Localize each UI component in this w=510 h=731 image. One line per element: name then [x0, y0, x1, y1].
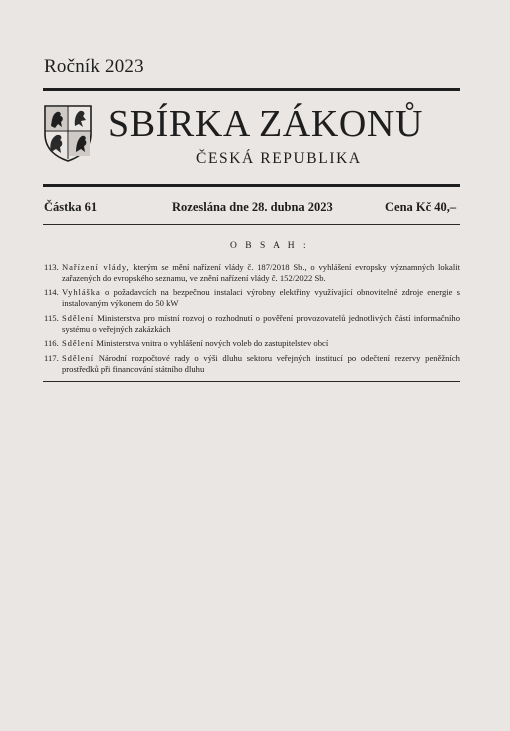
entry-description: Národní rozpočtové rady o výši dluhu sektoru veřejných institucí po odečtení rezervy peněžních prostředků při financování státního dluhu — [62, 352, 460, 374]
contents-bottom-rule — [43, 381, 460, 382]
entry-number: 114. — [44, 287, 59, 298]
entry-description: o požadavcích na bezpečnou instalaci výrobny elektřiny využívající obnovitelné zdroje energie s instalovaným výkonem do 50 kW — [62, 287, 461, 309]
entry-text — [62, 262, 460, 283]
contents-entry — [44, 353, 460, 374]
entry-number: 116. — [44, 338, 59, 349]
entry-description: Ministerstva pro místní rozvoj o rozhodnutí o pověření provozovatelů jednotlivých částí informačního systému o veřejných zakázkách — [62, 312, 460, 334]
entry-text — [62, 353, 460, 374]
entry-text — [62, 313, 460, 334]
header-bottom-rule — [43, 184, 460, 187]
top-rule — [43, 88, 460, 91]
gazette-title: SBÍRKA ZÁKONŮ — [108, 103, 423, 145]
issue-price: Cena Kč 40,– — [385, 200, 457, 214]
entry-type: Sdělení — [62, 338, 95, 349]
entry-description: Ministerstva vnitra o vyhlášení nových voleb do zastupitelstev obcí — [96, 338, 329, 349]
entry-type: Nařízení vlády, — [62, 262, 130, 272]
gazette-subtitle: ČESKÁ REPUBLIKA — [196, 150, 362, 167]
contents-entry — [44, 287, 460, 308]
entry-number: 117. — [44, 352, 59, 363]
entry-number: 115. — [44, 312, 59, 323]
entry-text — [62, 338, 460, 349]
entry-description: kterým se mění nařízení vlády č. 187/2018 Sb., o vyhlášení evropsky významných lokalit zařazených do evropského seznamu, ve znění nařízení vlády č. 152/2022 Sb. — [62, 262, 461, 283]
volume-year: Ročník 2023 — [44, 56, 144, 77]
contents-entry — [44, 338, 460, 349]
entry-type: Sdělení — [62, 352, 95, 363]
entry-type: Vyhláška — [62, 287, 101, 298]
contents-heading: O B S A H : — [230, 241, 309, 251]
entry-number: 113. — [44, 262, 59, 272]
entry-type: Sdělení — [62, 312, 95, 323]
issue-number: Částka 61 — [44, 200, 98, 214]
contents-list — [44, 262, 460, 378]
publication-date: Rozeslána dne 28. dubna 2023 — [172, 200, 333, 214]
meta-bottom-rule — [43, 224, 460, 225]
coat-of-arms-icon — [43, 104, 93, 162]
entry-text — [62, 287, 460, 308]
contents-entry — [44, 262, 460, 283]
contents-entry — [44, 313, 460, 334]
